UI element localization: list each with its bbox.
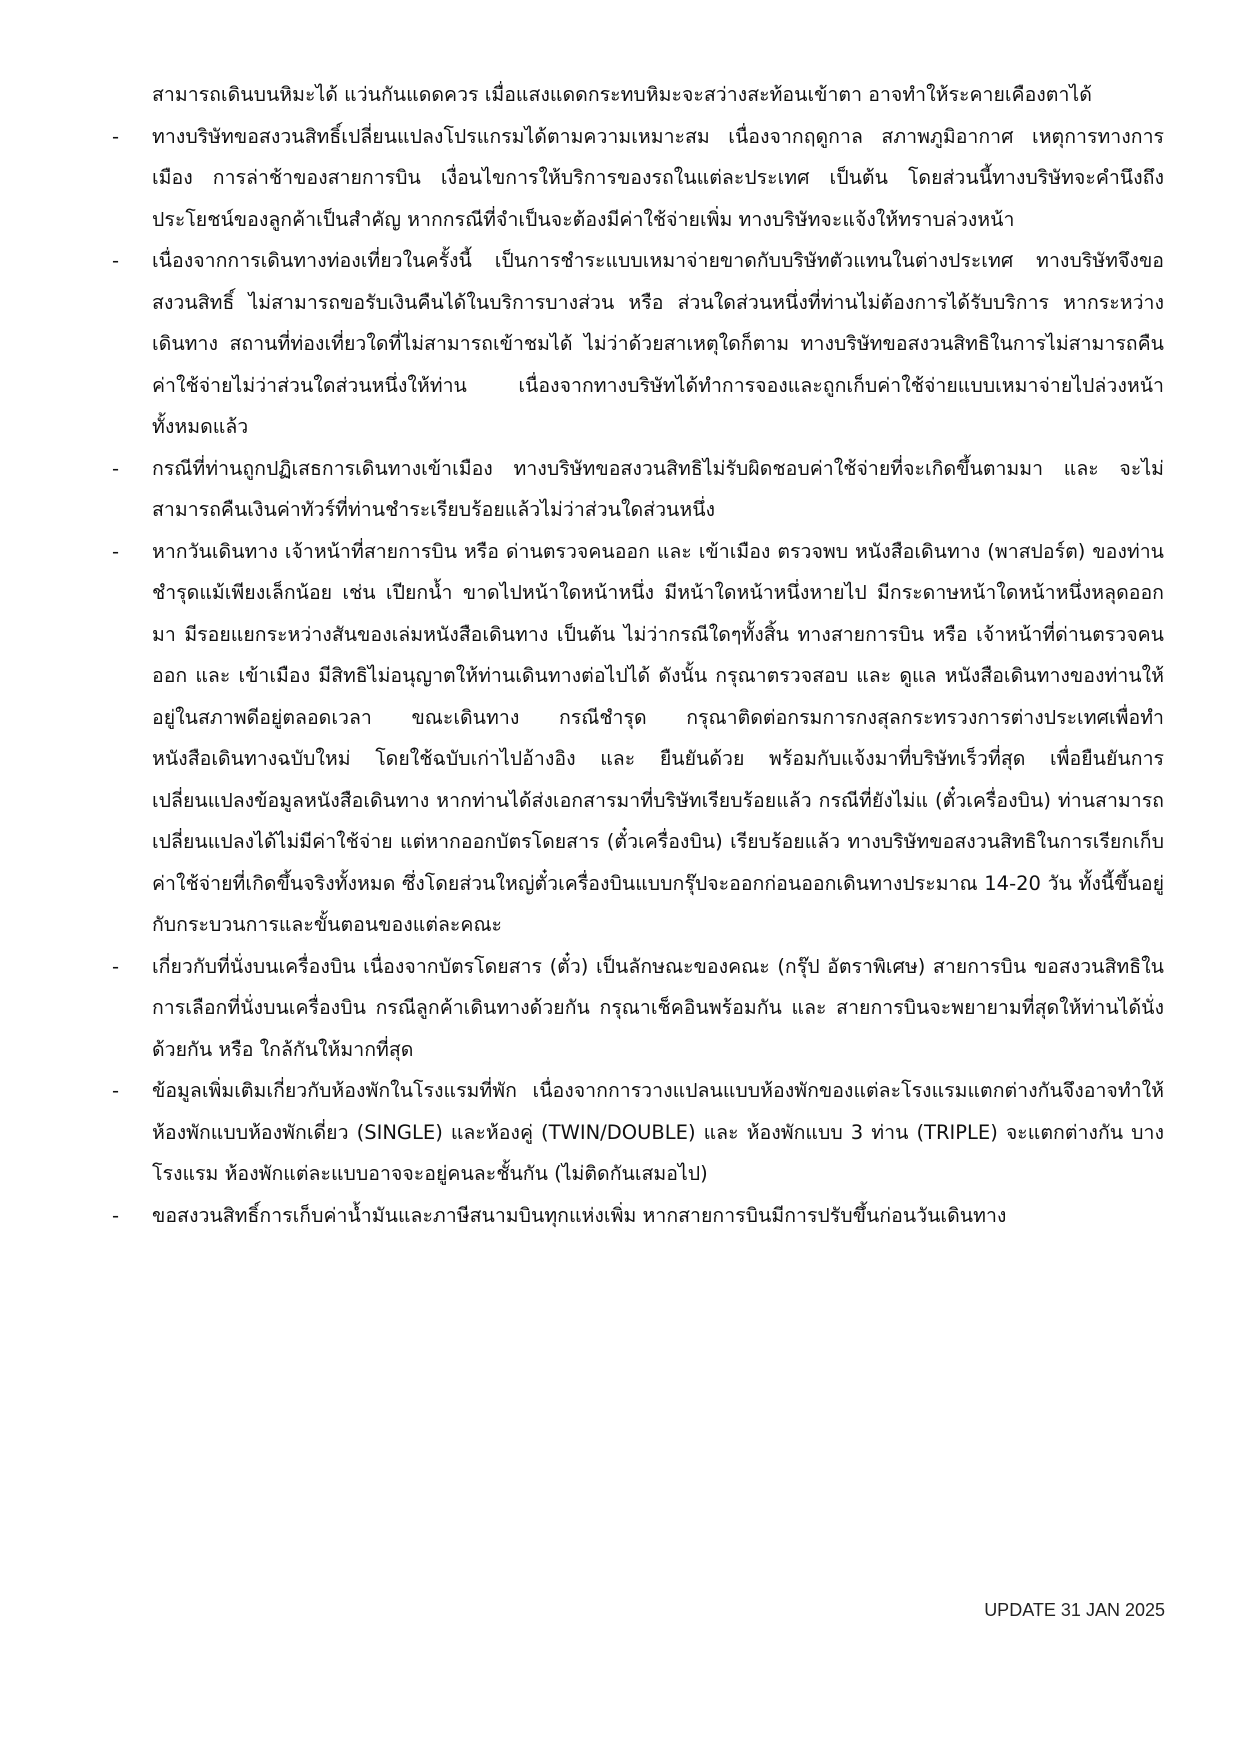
bullet-dash-marker: - [112, 539, 120, 563]
terms-bullet-item [112, 116, 1164, 241]
update-label: UPDATE [984, 1600, 1056, 1620]
bullet-dash-marker: - [112, 1079, 120, 1102]
terms-bullet-item [112, 1195, 1164, 1237]
terms-bullet-item [112, 240, 1164, 448]
bullet-dash-marker: - [112, 1203, 120, 1227]
bullet-text: เนื่องจากการเดินทางท่องเที่ยวในครั้งนี้ เป็นการชำระแบบเหมาจ่ายขาดกับบริษัทตัวแทนในต่างประเทศ ทางบริษัทจึงขอสงวนสิทธิ์ ไม่สามารถขอรับเงินคืนได้ในบริการบางส่วน หรือ ส่วนใดส่วนหนึ่งที่ท่านไม่ต้องการได้รับบริการ หากระหว่างเดินทาง สถานที่ท่องเที่ยวใดที่ไม่สามารถเข้าชมได้ ไม่ว่าด้วยสาเหตุใดก็ตาม ทางบริษัทขอสงวนสิทธิในการไม่สามารถคืนค่าใช้จ่ายไม่ว่าส่วนใดส่วนหนึ่งให้ท่าน เนื่องจากทางบริษัทได้ทำการจองและถูกเก็บค่าใช้จ่ายแบบเหมาจ่ายไปล่วงหน้าทั้งหมดแล้ว [152, 249, 1164, 438]
bullet-dash-marker: - [112, 456, 120, 480]
bullet-dash-marker: - [112, 249, 120, 272]
terms-bullet-item [112, 531, 1164, 946]
update-day: 31 [1060, 1600, 1081, 1620]
bullet-text: ขอสงวนสิทธิ์การเก็บค่าน้ำมันและภาษีสนามบินทุกแห่งเพิ่ม หากสายการบินมีการปรับขึ้นก่อนวันเดินทาง [152, 1203, 1007, 1227]
bullet-text: ทางบริษัทขอสงวนสิทธิ์เปลี่ยนแปลงโปรแกรมได้ตามความเหมาะสม เนื่องจากฤดูกาล สภาพภูมิอากาศ เหตุการทางการเมือง การล่าช้าของสายการบิน เงื่อนไขการให้บริการของรถในแต่ละประเทศ เป็นต้น โดยส่วนนี้ทางบริษัทจะคำนึงถึงประโยชน์ของลูกค้าเป็นสำคัญ หากกรณีที่จำเป็นจะต้องมีค่าใช้จ่ายเพิ่ม ทางบริษัทจะแจ้งให้ทราบล่วงหน้า [152, 124, 1164, 231]
bullet-text: เกี่ยวกับที่นั่งบนเครื่องบิน เนื่องจากบัตรโดยสาร (ตั๋ว) เป็นลักษณะของคณะ (กรุ๊ป อัตราพิเศษ) สายการบิน ขอสงวนสิทธิในการเลือกที่นั่งบนเครื่องบิน กรณีลูกค้าเดินทางด้วยกัน กรุณาเช็คอินพร้อมกัน และ สายการบินจะพยายามที่สุดให้ท่านได้นั่งด้วยกัน หรือ ใกล้กันให้มากที่สุด [152, 954, 1164, 1061]
terms-bullet-item [112, 1070, 1164, 1195]
bullet-text: หากวันเดินทาง เจ้าหน้าที่สายการบิน หรือ ด่านตรวจคนออก และ เข้าเมือง ตรวจพบ หนังสือเดินทาง (พาสปอร์ต) ของท่านชำรุดแม้เพียงเล็กน้อย เช่น เปียกน้ำ ขาดไปหน้าใดหน้าหนึ่ง มีหน้าใดหน้าหนึ่งหายไป มีกระดาษหน้าใดหน้าหนึ่งหลุดออกมา มีรอยแยกระหว่างสันของเล่มหนังสือเดินทาง เป็นต้น ไม่ว่ากรณีใดๆทั้งสิ้น ทางสายการบิน หรือ เจ้าหน้าที่ด่านตรวจคนออก และ เข้าเมือง มีสิทธิไม่อนุญาตให้ท่านเดินทางต่อไปได้ ดังนั้น กรุณาตรวจสอบ และ ดูแล หนังสือเดินทางของท่านให้อยู่ในสภาพดีอยู่ตลอดเวลา ขณะเดินทาง กรณีชำรุด กรุณาติดต่อกรมการกงสุลกระทรวงการต่างประเทศเพื่อทำหนังสือเดินทางฉบับใหม่ โดยใช้ฉบับเก่าไปอ้างอิง และ ยืนยันด้วย พร้อมกับแจ้งมาที่บริษัทเร็วที่สุด เพื่อยืนยันการเปลี่ยนแปลงข้อมูลหนังสือเดินทาง หากท่านได้ส่งเอกสารมาที่บริษัทเรียบร้อยแล้ว กรณีที่ยังไม่แ (ตั๋วเครื่องบิน) ท่านสามารถเปลี่ยนแปลงได้ไม่มีค่าใช้จ่าย แต่หากออกบัตรโดยสาร (ตั๋วเครื่องบิน) เรียบร้อยแล้ว ทางบริษัทขอสงวนสิทธิในการเรียกเก็บค่าใช้จ่ายที่เกิดขึ้นจริงทั้งหมด ซึ่งโดยส่วนใหญ่ตั๋วเครื่องบินแบบกรุ๊ปจะออกก่อนออกเดินทางประมาณ 14-20 วัน ทั้งนี้ขึ้นอยู่กับกระบวนการและขั้นตอนของแต่ละคณะ [152, 539, 1164, 936]
document-body [112, 74, 1164, 1236]
bullet-text: กรณีที่ท่านถูกปฏิเสธการเดินทางเข้าเมือง ทางบริษัทขอสงวนสิทธิไม่รับผิดชอบค่าใช้จ่ายที่จะเกิดขึ้นตามมา และ จะไม่สามารถคืนเงินค่าทัวร์ที่ท่านชำระเรียบร้อยแล้วไม่ว่าส่วนใดส่วนหนึ่ง [152, 456, 1164, 521]
terms-bullet-list [112, 116, 1164, 1237]
terms-bullet-item [112, 946, 1164, 1071]
bullet-dash-marker: - [112, 124, 120, 148]
bullet-dash-marker: - [112, 954, 120, 978]
terms-bullet-item [112, 448, 1164, 531]
bullet-text: ข้อมูลเพิ่มเติมเกี่ยวกับห้องพักในโรงแรมที่พัก เนื่องจากการวางแปลนแบบห้องพักของแต่ละโรงแรมแตกต่างกันจึงอาจทำให้ห้องพักแบบห้องพักเดี่ยว (SINGLE) และห้องคู่ (TWIN/DOUBLE) และ ห้องพักแบบ 3 ท่าน (TRIPLE) จะแตกต่างกัน บางโรงแรม ห้องพักแต่ละแบบอาจจะอยู่คนละชั้นกัน (ไม่ติดกันเสมอไป) [152, 1079, 1164, 1185]
continuation-paragraph: สามารถเดินบนหิมะได้ แว่นกันแดดควร เมื่อแสงแดดกระทบหิมะจะสว่างสะท้อนเข้าตา อาจทำให้ระคายเคืองตาได้ [152, 83, 1092, 106]
update-month-year: JAN 2025 [1085, 1600, 1165, 1620]
update-date-footer [984, 1600, 1165, 1621]
